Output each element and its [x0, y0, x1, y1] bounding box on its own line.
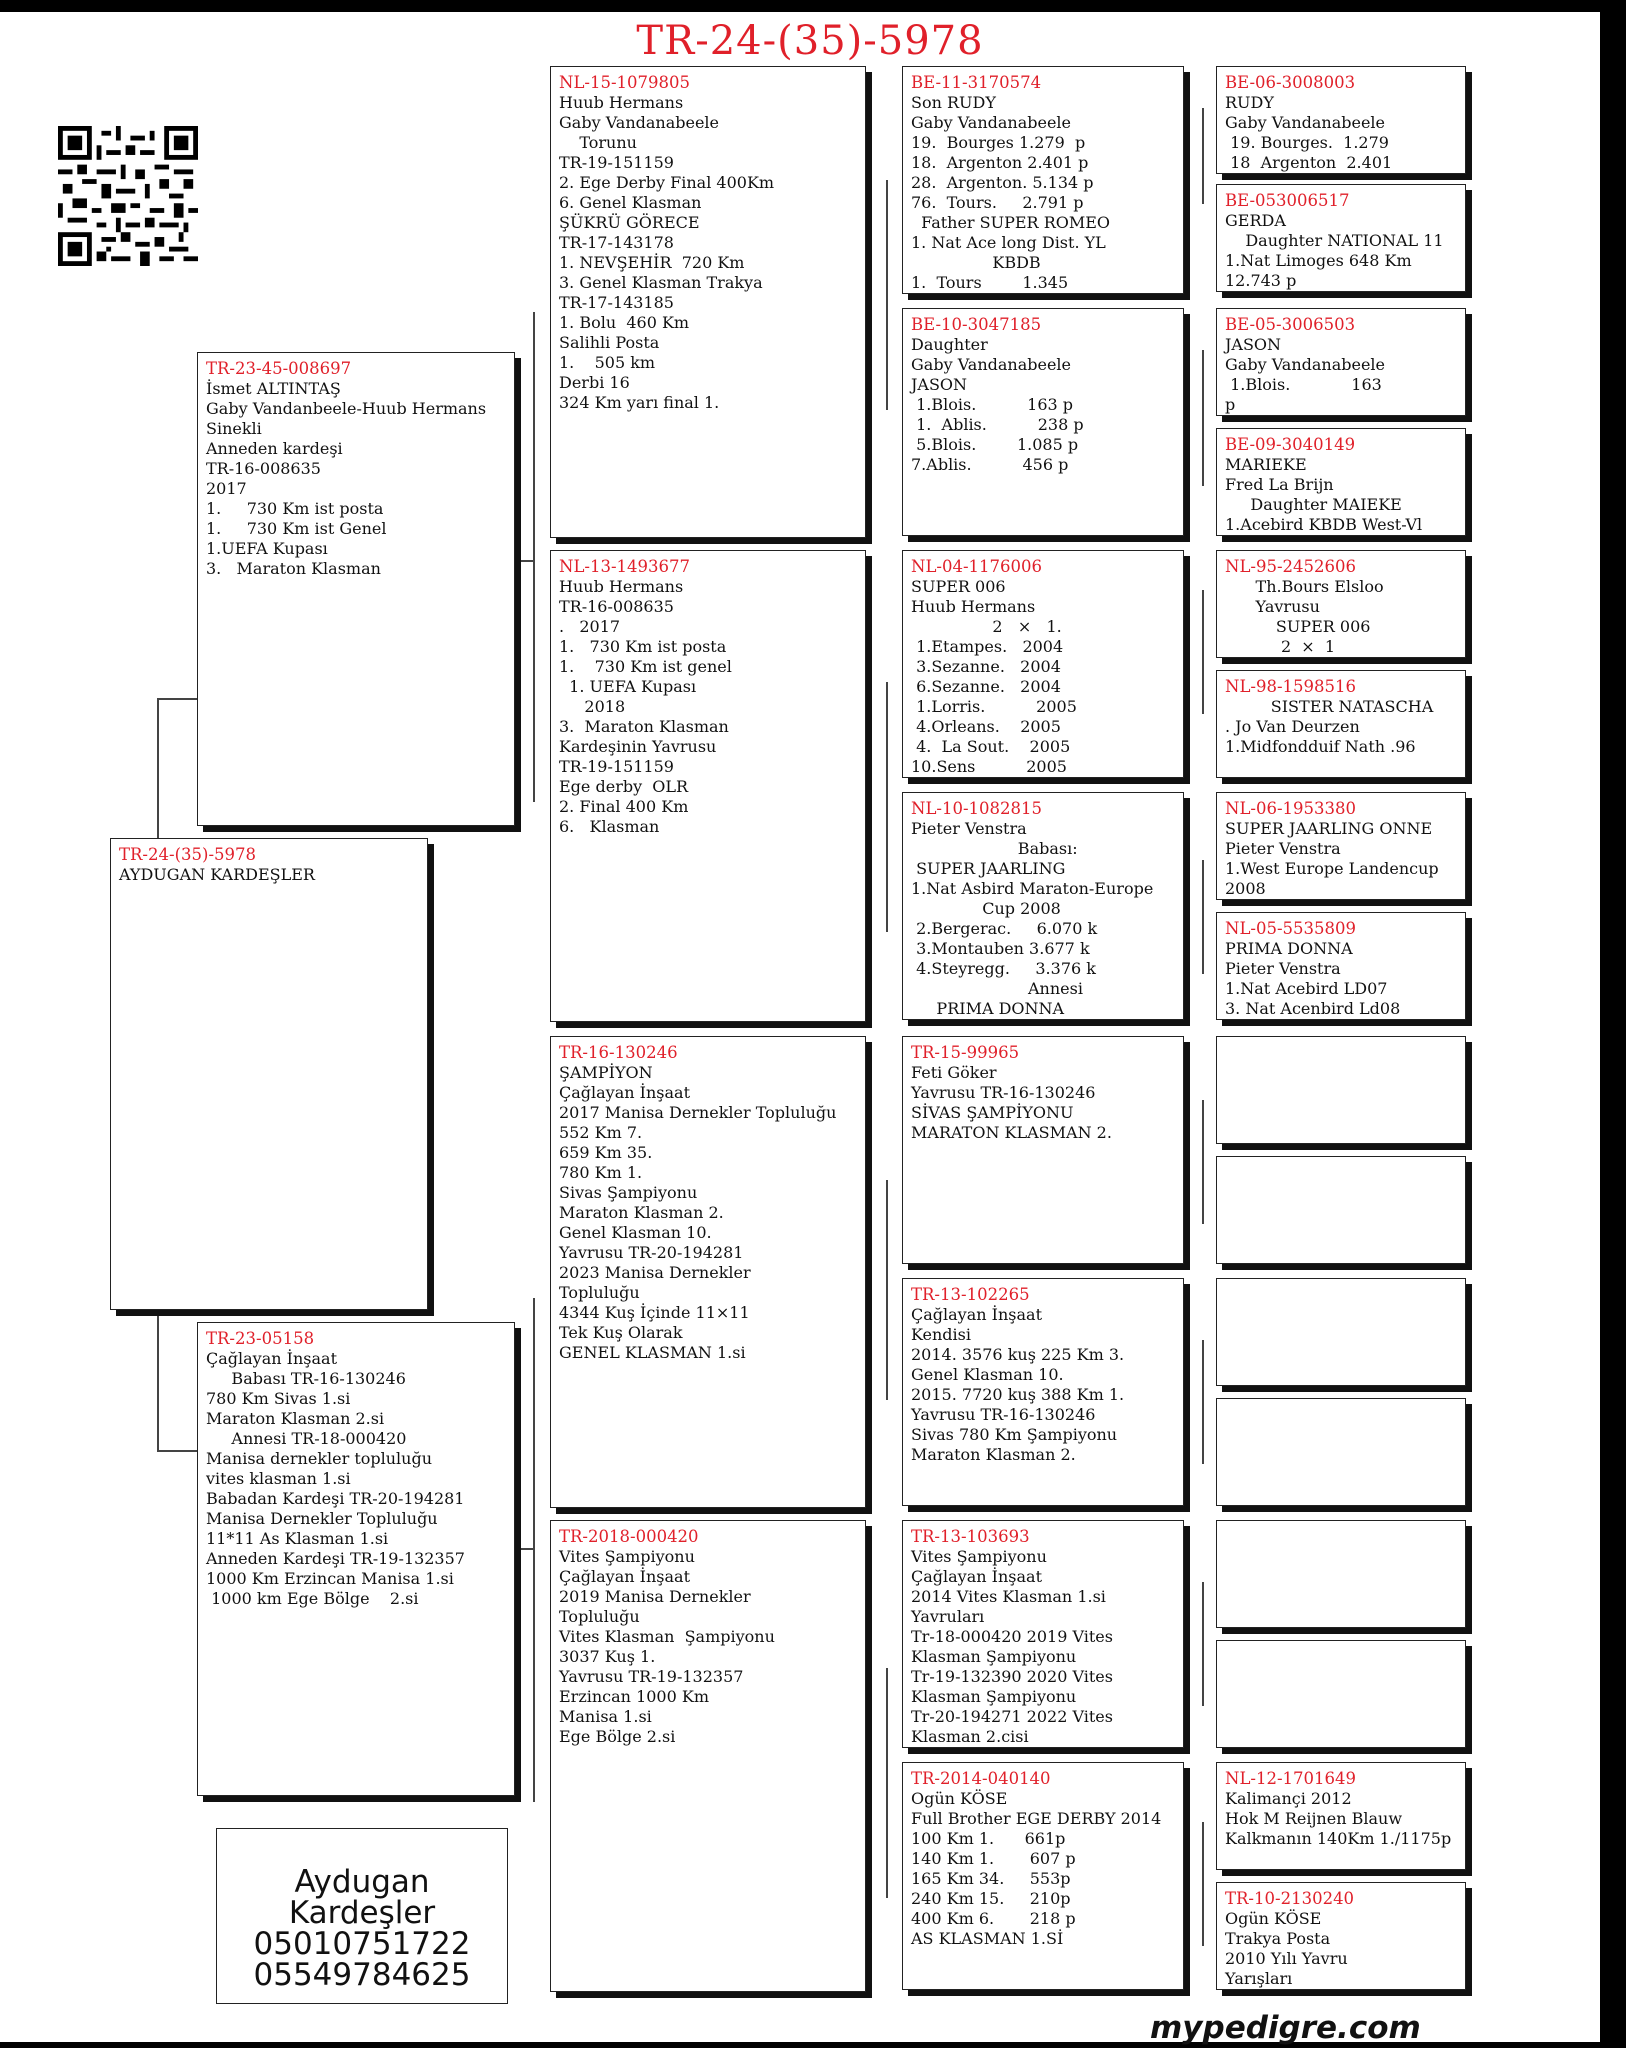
box-line: 3.Montauben 3.677 k: [911, 939, 1090, 958]
box-line: Daughter MAIEKE: [1225, 495, 1402, 514]
box-line: 1000 Km Erzincan Manisa 1.si: [206, 1569, 454, 1588]
box-line: 2 × 1: [1225, 637, 1336, 656]
box-line: Pieter Venstra: [1225, 959, 1341, 978]
top-border: [0, 0, 1626, 12]
box-line: 1. NEVŞEHİR 720 Km: [559, 253, 745, 272]
box-line: 1. 730 Km ist Genel: [206, 519, 387, 538]
box-line: . Jo Van Deurzen: [1225, 717, 1360, 736]
box-line: 6.Sezanne. 2004: [911, 677, 1061, 696]
box-line: 2.Bergerac. 6.070 k: [911, 919, 1098, 938]
box-line: 3. Maraton Klasman: [559, 717, 729, 736]
ring-number: TR-23-45-008697: [206, 359, 352, 378]
box-line: Anneden Kardeşi TR-19-132357: [206, 1549, 465, 1568]
box-line: Salihli Posta: [559, 333, 660, 352]
box-line: Huub Hermans: [559, 93, 684, 112]
box-line: Tr-20-194271 2022 Vites: [911, 1707, 1113, 1726]
box-line: Topluluğu: [559, 1607, 640, 1626]
connector-line: [1202, 1582, 1204, 1706]
box-line: vites klasman 1.si: [206, 1469, 351, 1488]
box-line: Klasman 2.cisi: [911, 1727, 1029, 1746]
ring-number: BE-05-3006503: [1225, 315, 1356, 334]
pedigree-box-gen5: [1216, 912, 1466, 1020]
box-line: Anneden kardeşi: [206, 439, 343, 458]
box-line: Kardeşinin Yavrusu: [559, 737, 717, 756]
box-line: 780 Km Sivas 1.si: [206, 1389, 351, 1408]
pedigree-box-gen5-empty: [1216, 1156, 1466, 1264]
qr-code-icon: [58, 126, 198, 266]
box-line: Sivas 780 Km Şampiyonu: [911, 1425, 1118, 1444]
connector-line: [1202, 860, 1204, 974]
ring-number: BE-11-3170574: [911, 73, 1042, 92]
pedigree-box-gen5-empty: [1216, 1036, 1466, 1144]
box-line: Ogün KÖSE: [911, 1789, 1008, 1808]
pedigree-box-gen5: [1216, 308, 1466, 416]
box-line: 140 Km 1. 607 p: [911, 1849, 1076, 1868]
box-line: Huub Hermans: [911, 597, 1036, 616]
contact-box: [216, 1828, 508, 2004]
box-line: SUPER 006: [1225, 617, 1371, 636]
ring-number: NL-95-2452606: [1225, 557, 1357, 576]
ring-number: NL-12-1701649: [1225, 1769, 1357, 1788]
box-line: Yavrusu TR-16-130246: [911, 1405, 1096, 1424]
box-line: 2015. 7720 kuş 388 Km 1.: [911, 1385, 1125, 1404]
pedigree-box-gen5-empty: [1216, 1640, 1466, 1748]
box-line: 1.Nat Acebird LD07: [1225, 979, 1388, 998]
ring-number: NL-98-1598516: [1225, 677, 1357, 696]
box-line: Ege Bölge 2.si: [559, 1727, 676, 1746]
box-line: Genel Klasman 10.: [559, 1223, 712, 1242]
ring-number: NL-05-5535809: [1225, 919, 1357, 938]
box-line: Sinekli: [206, 419, 262, 438]
box-line: Daughter NATIONAL 11: [1225, 231, 1444, 250]
box-line: 1. Tours 1.345: [911, 273, 1069, 292]
connector-line: [886, 1180, 888, 1400]
pedigree-title: TR-24-(35)-5978: [636, 18, 984, 64]
box-line: Pieter Venstra: [911, 819, 1027, 838]
pedigree-box-gen4: [902, 308, 1184, 536]
box-line: Gaby Vandanbeele-Huub Hermans: [206, 399, 487, 418]
ring-number: TR-2018-000420: [559, 1527, 699, 1546]
ring-number: NL-06-1953380: [1225, 799, 1357, 818]
connector-line: [1202, 108, 1204, 204]
ring-number: TR-15-99965: [911, 1043, 1020, 1062]
box-line: 2008: [1225, 879, 1266, 898]
box-line: 1000 km Ege Bölge 2.si: [206, 1589, 419, 1608]
ring-number: NL-04-1176006: [911, 557, 1043, 576]
box-line: 240 Km 15. 210p: [911, 1889, 1071, 1908]
box-line: 1.Blois. 163: [1225, 375, 1382, 394]
box-line: 2017: [206, 479, 247, 498]
box-line: KBDB: [911, 253, 1041, 272]
box-line: JASON: [911, 375, 968, 394]
box-line: 1. Bolu 460 Km: [559, 313, 690, 332]
ring-number: NL-10-1082815: [911, 799, 1043, 818]
box-line: Th.Bours Elsloo: [1225, 577, 1384, 596]
box-line: 3. Maraton Klasman: [206, 559, 381, 578]
box-line: MARATON KLASMAN 2.: [911, 1123, 1112, 1142]
connector-line: [515, 560, 535, 562]
pedigree-box-dam: [197, 1322, 515, 1796]
box-line: 2019 Manisa Dernekler: [559, 1587, 751, 1606]
box-line: 6. Genel Klasman: [559, 193, 702, 212]
box-line: Tek Kuş Olarak: [559, 1323, 683, 1342]
box-line: MARIEKE: [1225, 455, 1307, 474]
box-line: 2. Final 400 Km: [559, 797, 689, 816]
box-line: Erzincan 1000 Km: [559, 1687, 709, 1706]
box-line: 1.Nat Asbird Maraton-Europe: [911, 879, 1154, 898]
box-line: Kendisi: [911, 1325, 971, 1344]
box-line: Ege derby OLR: [559, 777, 689, 796]
ring-number: BE-09-3040149: [1225, 435, 1356, 454]
box-line: Cup 2008: [911, 899, 1061, 918]
box-line: ŞÜKRÜ GÖRECE: [559, 213, 700, 232]
box-line: Gaby Vandanabeele: [911, 113, 1072, 132]
pedigree-box-gen4: [902, 1762, 1184, 1990]
box-line: Çağlayan İnşaat: [559, 1083, 690, 1102]
connector-line: [1202, 590, 1204, 714]
box-line: Manisa Dernekler Topluluğu: [206, 1509, 438, 1528]
box-line: Klasman Şampiyonu: [911, 1647, 1077, 1666]
box-line: Vites Şampiyonu: [559, 1547, 695, 1566]
box-line: Çağlayan İnşaat: [911, 1305, 1042, 1324]
box-line: 19. Bourges. 1.279: [1225, 133, 1389, 152]
box-line: Topluluğu: [559, 1283, 640, 1302]
box-line: 1. 730 Km ist genel: [559, 657, 732, 676]
box-line: Hok M Reijnen Blauw: [1225, 1809, 1403, 1828]
box-line: 165 Km 34. 553p: [911, 1869, 1071, 1888]
box-line: Yarışları: [1225, 1969, 1293, 1988]
box-line: Manisa 1.si: [559, 1707, 652, 1726]
box-line: 400 Km 6. 218 p: [911, 1909, 1076, 1928]
box-line: 18. Argenton 2.401 p: [911, 153, 1089, 172]
box-line: Kalimançi 2012: [1225, 1789, 1352, 1808]
box-line: 2018: [559, 697, 626, 716]
box-line: p: [1225, 395, 1236, 414]
box-line: 6. Klasman: [559, 817, 660, 836]
box-line: 76. Tours. 2.791 p: [911, 193, 1084, 212]
box-line: 2017 Manisa Dernekler Topluluğu: [559, 1103, 837, 1122]
ring-number: NL-13-1493677: [559, 557, 691, 576]
ring-number: TR-24-(35)-5978: [119, 845, 257, 864]
box-line: Yavrusu: [1225, 597, 1320, 616]
box-line: RUDY: [1225, 93, 1274, 112]
pedigree-box-gen4: [902, 1278, 1184, 1506]
pedigree-box-gen5: [1216, 66, 1466, 174]
pedigree-box-gen4: [902, 550, 1184, 778]
pedigree-box-sire: [197, 352, 515, 826]
box-line: Annesi TR-18-000420: [206, 1429, 407, 1448]
box-line: Sivas Şampiyonu: [559, 1183, 698, 1202]
box-line: 1.West Europe Landencup: [1225, 859, 1439, 878]
box-line: Yavruları: [911, 1607, 985, 1626]
box-line: 659 Km 35.: [559, 1143, 653, 1162]
box-line: Ogün KÖSE: [1225, 1909, 1322, 1928]
box-line: AYDUGAN KARDEŞLER: [119, 865, 315, 884]
ring-number: BE-10-3047185: [911, 315, 1042, 334]
connector-line: [886, 1668, 888, 1898]
box-line: TR-16-008635: [559, 597, 674, 616]
box-line: Babadan Kardeşi TR-20-194281: [206, 1489, 465, 1508]
box-line: Daughter: [911, 335, 988, 354]
box-line: AS KLASMAN 1.Sİ: [911, 1929, 1064, 1948]
connector-line: [1202, 1822, 1204, 1946]
box-line: Yavrusu TR-20-194281: [559, 1243, 744, 1262]
box-line: Yavrusu TR-19-132357: [559, 1667, 744, 1686]
box-line: 2 × 1.: [911, 617, 1062, 636]
box-line: 12.743 p: [1225, 271, 1297, 290]
pedigree-box-gen5: [1216, 792, 1466, 900]
box-line: 2014. 3576 kuş 225 Km 3.: [911, 1345, 1125, 1364]
box-line: 1.UEFA Kupası: [206, 539, 328, 558]
ring-number: TR-10-2130240: [1225, 1889, 1355, 1908]
connector-line: [1202, 350, 1204, 486]
box-line: Torunu: [559, 133, 637, 152]
pedigree-box-gen4: [902, 792, 1184, 1020]
pedigree-box-subject: [110, 838, 428, 1310]
pedigree-box-granddam-paternal: [550, 550, 866, 1022]
pedigree-box-gen5: [1216, 670, 1466, 778]
box-line: 3037 Kuş 1.: [559, 1647, 656, 1666]
box-line: Father SUPER ROMEO: [911, 213, 1111, 232]
box-line: SISTER NATASCHA: [1225, 697, 1434, 716]
ring-number: BE-06-3008003: [1225, 73, 1356, 92]
pedigree-box-granddam-maternal: [550, 1520, 866, 1992]
box-line: 2010 Yılı Yavru: [1225, 1949, 1348, 1968]
contact-phone: 05549784625: [253, 1957, 471, 1993]
right-border: [1600, 0, 1626, 2048]
footer-watermark: mypedigre.com: [1150, 2010, 1421, 2046]
box-line: TR-17-143185: [559, 293, 674, 312]
box-line: Genel Klasman 10.: [911, 1365, 1064, 1384]
connector-line: [533, 1298, 535, 1802]
box-line: 1.Blois. 163 p: [911, 395, 1073, 414]
box-line: Maraton Klasman 2.: [911, 1445, 1076, 1464]
box-line: Son RUDY: [911, 93, 996, 112]
pedigree-box-gen5: [1216, 184, 1466, 292]
ring-number: NL-15-1079805: [559, 73, 691, 92]
box-line: TR-17-143178: [559, 233, 674, 252]
box-line: TR-16-008635: [206, 459, 321, 478]
connector-line: [1202, 1340, 1204, 1464]
box-line: Derbi 16: [559, 373, 630, 392]
box-line: 5.Blois. 1.085 p: [911, 435, 1079, 454]
box-line: 1. 730 Km ist posta: [206, 499, 384, 518]
box-line: JASON: [1225, 335, 1282, 354]
box-line: 1. UEFA Kupası: [559, 677, 697, 696]
box-line: 4. La Sout. 2005: [911, 737, 1071, 756]
box-line: 1.Etampes. 2004: [911, 637, 1064, 656]
box-line: Tr-19-132390 2020 Vites: [911, 1667, 1113, 1686]
ring-number: BE-053006517: [1225, 191, 1350, 210]
pedigree-box-gen4: [902, 1520, 1184, 1748]
box-line: 11*11 As Klasman 1.si: [206, 1529, 389, 1548]
box-line: Huub Hermans: [559, 577, 684, 596]
box-line: 7.Ablis. 456 p: [911, 455, 1069, 474]
box-line: SUPER JAARLING: [911, 859, 1066, 878]
box-line: Gaby Vandanabeele: [559, 113, 720, 132]
box-line: Manisa dernekler topluluğu: [206, 1449, 433, 1468]
box-line: Vites Şampiyonu: [911, 1547, 1047, 1566]
box-line: 552 Km 7.: [559, 1123, 643, 1142]
box-line: 1. 505 km: [559, 353, 656, 372]
box-line: 780 Km 1.: [559, 1163, 643, 1182]
pedigree-box-gen5: [1216, 550, 1466, 658]
connector-line: [886, 682, 888, 932]
box-line: 1. Nat Ace long Dist. YL: [911, 233, 1106, 252]
connector-line: [157, 1318, 159, 1452]
connector-line: [886, 180, 888, 410]
box-line: 4.Orleans. 2005: [911, 717, 1061, 736]
box-line: 1. 730 Km ist posta: [559, 637, 727, 656]
box-line: Klasman Şampiyonu: [911, 1687, 1077, 1706]
box-line: SİVAS ŞAMPİYONU: [911, 1103, 1074, 1122]
ring-number: TR-2014-040140: [911, 1769, 1051, 1788]
box-line: SUPER 006: [911, 577, 1006, 596]
box-line: GENEL KLASMAN 1.si: [559, 1343, 746, 1362]
box-line: Full Brother EGE DERBY 2014: [911, 1809, 1162, 1828]
pedigree-box-gen5-empty: [1216, 1278, 1466, 1386]
connector-line: [515, 1548, 535, 1550]
box-line: Vites Klasman Şampiyonu: [559, 1627, 775, 1646]
box-line: 2023 Manisa Dernekler: [559, 1263, 751, 1282]
box-line: Çağlayan İnşaat: [911, 1567, 1042, 1586]
box-line: 1. Ablis. 238 p: [911, 415, 1084, 434]
ring-number: TR-16-130246: [559, 1043, 678, 1062]
box-line: 1.Nat Limoges 648 Km: [1225, 251, 1412, 270]
box-line: 324 Km yarı final 1.: [559, 393, 720, 412]
pedigree-box-grandsire-paternal: [550, 66, 866, 538]
pedigree-box-gen5: [1216, 1882, 1466, 1990]
box-line: Kalkmanın 140Km 1./1175p: [1225, 1829, 1452, 1848]
contact-phone: 05010751722: [253, 1926, 471, 1962]
box-line: SUPER JAARLING ONNE: [1225, 819, 1433, 838]
box-line: 4.Steyregg. 3.376 k: [911, 959, 1096, 978]
pedigree-box-gen4: [902, 1036, 1184, 1264]
box-line: 2014 Vites Klasman 1.si: [911, 1587, 1106, 1606]
pedigree-box-gen5: [1216, 428, 1466, 536]
box-line: TR-19-151159: [559, 153, 674, 172]
box-line: TR-19-151159: [559, 757, 674, 776]
box-line: 2. Ege Derby Final 400Km: [559, 173, 775, 192]
box-line: Fred La Brijn: [1225, 475, 1334, 494]
box-line: 100 Km 1. 661p: [911, 1829, 1066, 1848]
box-line: Gaby Vandanabeele: [911, 355, 1072, 374]
box-line: Maraton Klasman 2.si: [206, 1409, 385, 1428]
box-line: 3.Sezanne. 2004: [911, 657, 1061, 676]
box-line: Çağlayan İnşaat: [559, 1567, 690, 1586]
box-line: 1.Acebird KBDB West-Vl: [1225, 515, 1423, 534]
box-line: Trakya Posta: [1225, 1929, 1331, 1948]
connector-line: [1202, 1100, 1204, 1224]
box-line: Yavrusu TR-16-130246: [911, 1083, 1096, 1102]
box-line: Babası TR-16-130246: [206, 1369, 406, 1388]
pedigree-box-gen5-empty: [1216, 1398, 1466, 1506]
connector-line: [533, 312, 535, 802]
box-line: 3. Nat Acenbird Ld08: [1225, 999, 1401, 1018]
box-line: İsmet ALTINTAŞ: [206, 379, 341, 398]
pedigree-box-gen4: [902, 66, 1184, 294]
box-line: 1.Lorris. 2005: [911, 697, 1077, 716]
ring-number: TR-13-102265: [911, 1285, 1030, 1304]
pedigree-box-gen5-empty: [1216, 1520, 1466, 1628]
box-line: Feti Göker: [911, 1063, 997, 1082]
connector-line: [157, 1450, 197, 1452]
pedigree-box-grandsire-maternal: [550, 1036, 866, 1508]
box-line: PRIMA DONNA: [1225, 939, 1353, 958]
pedigree-box-gen5: [1216, 1762, 1466, 1870]
box-line: Babası:: [911, 839, 1078, 858]
box-line: Annesi: [911, 979, 1083, 998]
box-line: 4344 Kuş İçinde 11×11: [559, 1303, 750, 1322]
box-line: 1.Midfondduif Nath .96: [1225, 737, 1416, 756]
box-line: GERDA: [1225, 211, 1286, 230]
box-line: 18 Argenton 2.401: [1225, 153, 1393, 172]
box-line: 28. Argenton. 5.134 p: [911, 173, 1094, 192]
box-line: Pieter Venstra: [1225, 839, 1341, 858]
box-line: Tr-18-000420 2019 Vites: [911, 1627, 1113, 1646]
box-line: 3. Genel Klasman Trakya: [559, 273, 763, 292]
connector-line: [157, 698, 197, 700]
contact-name: Aydugan Kardeşler: [288, 1864, 436, 1931]
ring-number: TR-23-05158: [206, 1329, 315, 1348]
box-line: Çağlayan İnşaat: [206, 1349, 337, 1368]
box-line: 10.Sens 2005: [911, 757, 1067, 776]
box-line: . 2017: [559, 617, 621, 636]
box-line: Gaby Vandanabeele: [1225, 113, 1386, 132]
box-line: PRIMA DONNA: [911, 999, 1065, 1018]
box-line: 19. Bourges 1.279 p: [911, 133, 1086, 152]
box-line: Gaby Vandanabeele: [1225, 355, 1386, 374]
box-line: ŞAMPİYON: [559, 1063, 653, 1082]
box-line: Maraton Klasman 2.: [559, 1203, 724, 1222]
ring-number: TR-13-103693: [911, 1527, 1030, 1546]
